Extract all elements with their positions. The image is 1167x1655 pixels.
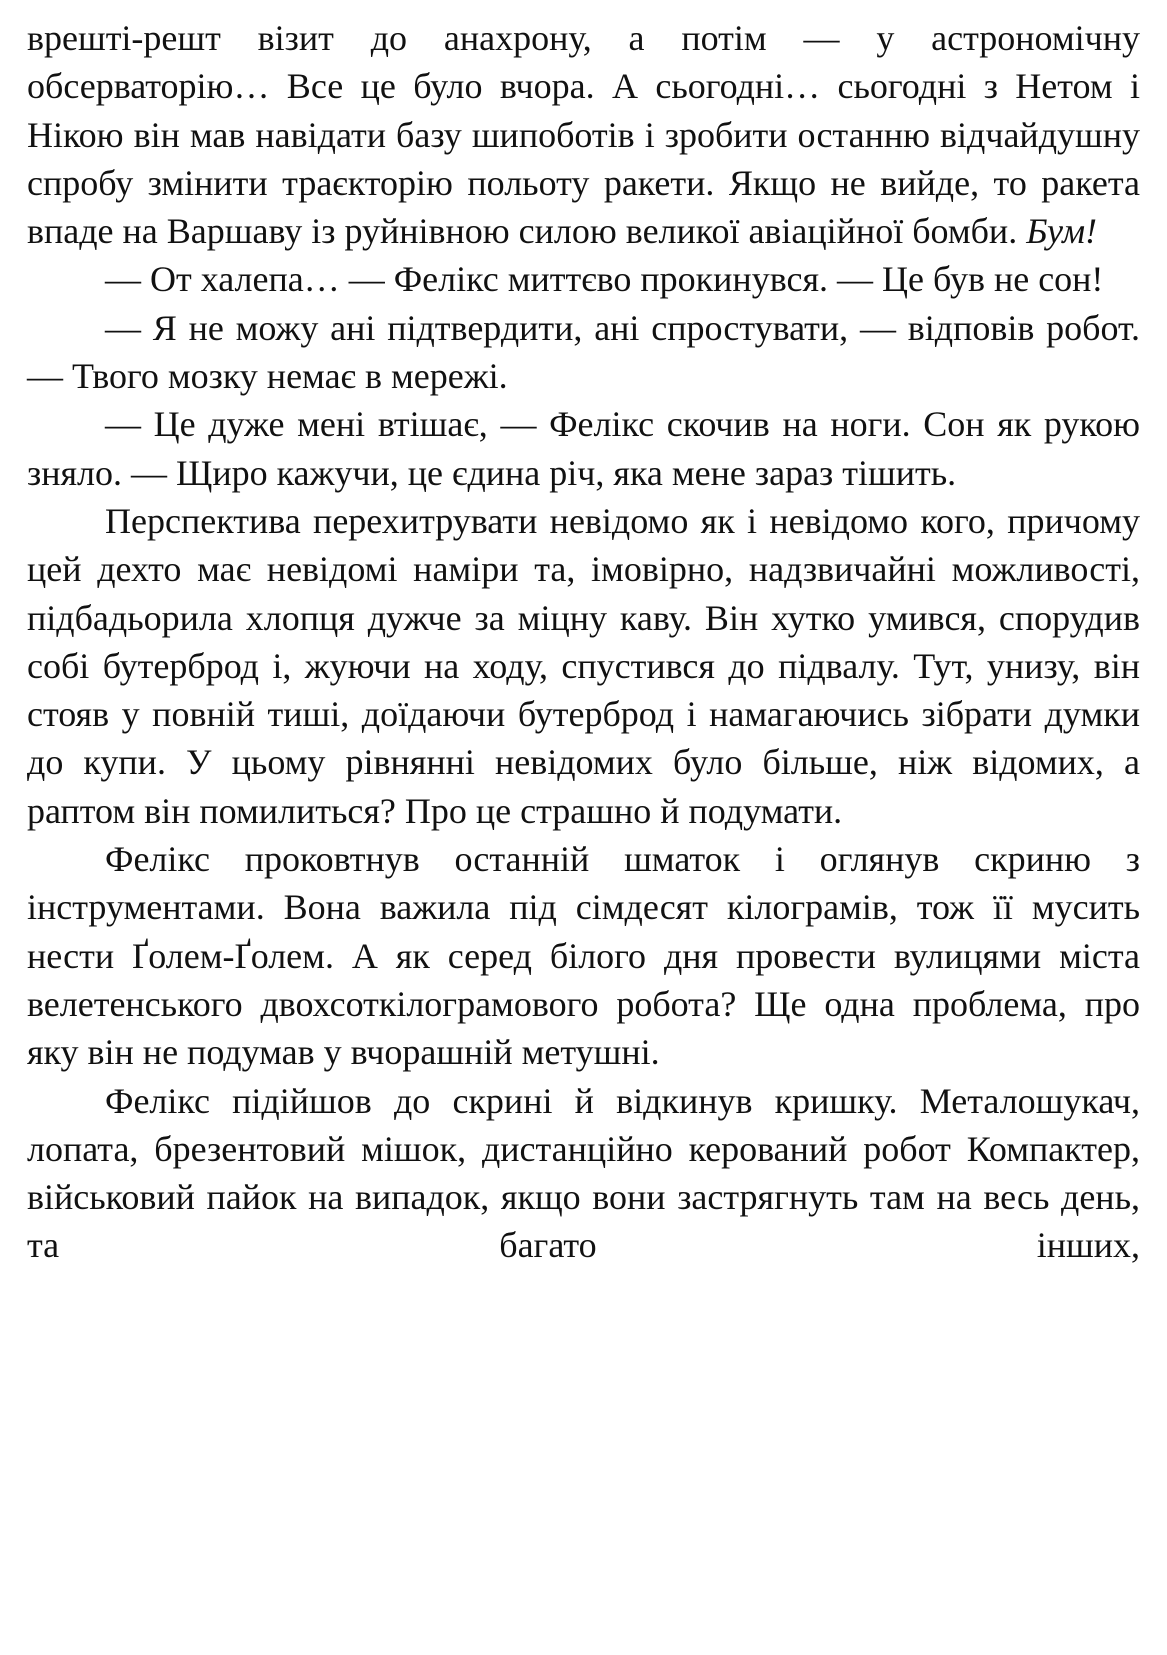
paragraph-6: Фелікс проковтнув останній шматок і оглянув скриню з інструментами. Вона важила під сімдесят кілограмів, тож її мусить нести Ґолем-Ґолем. А як серед білого дня провести вулицями міста велетенського двохсоткілограмового робота? Ще одна проблема, про яку він не подумав у вчорашній метушні. (27, 839, 1140, 1073)
paragraph-1-text: врешті-решт візит до анахрону, а потім — у астрономічну обсерваторію… Все це було вчора. А сьогодні… сьогодні з Нетом і Нікою він мав навідати базу шипоботів і зробити останню відчайдушну спробу змінити траєкторію польоту ракети. Якщо не вийде, то ракета впаде на Варшаву із руйнівною силою великої авіаційної бомби. (27, 18, 1140, 252)
book-page (27, 14, 1140, 1270)
paragraph-5: Перспектива перехитрувати невідомо як і невідомо кого, причому цей дехто має невідомі наміри та, імовірно, надзвичайні можливості, підбадьорила хлопця дужче за міцну каву. Він хутко умився, спорудив собі бутерброд і, жуючи на ходу, спустився до підвалу. Тут, унизу, він стояв у повній тиші, доїдаючи бутерброд і намагаючись зібрати думки до купи. У цьому рівнянні невідомих було більше, ніж відомих, а раптом він помилиться? Про це страшно й подумати. (27, 500, 1140, 831)
paragraph-1 (27, 14, 1140, 255)
paragraph-3: — Я не можу ані підтвердити, ані спростувати, — відповів робот. — Твого мозку немає в мережі. (27, 307, 1140, 397)
paragraph-2: — От халепа… — Фелікс миттєво прокинувся. — Це був не сон! (105, 259, 1104, 300)
paragraph-4: — Це дуже мені втішає, — Фелікс скочив на ноги. Сон як рукою зняло. — Щиро кажучи, це єдина річ, яка мене зараз тішить. (27, 404, 1140, 493)
paragraph-7: Фелікс підійшов до скрині й відкинув кришку. Металошукач, лопата, брезентовий мішок, дистанційно керований робот Компактер, військовий пайок на випадок, якщо вони застрягнуть там на весь день, та багато інших, (27, 1080, 1140, 1266)
paragraph-1-italic: Бум! (1026, 211, 1098, 252)
